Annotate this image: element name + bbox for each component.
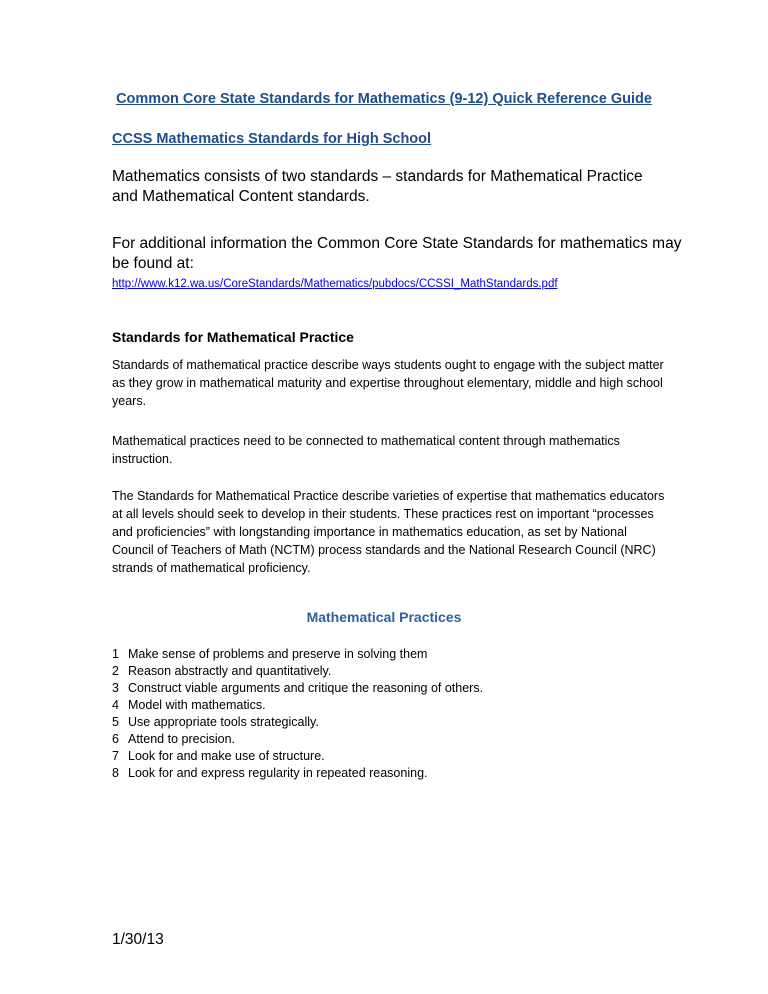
list-item — [112, 646, 483, 663]
item-text: Look for and make use of structure. — [128, 749, 325, 763]
item-text: Use appropriate tools strategically. — [128, 715, 319, 729]
intro-paragraph: Mathematics consists of two standards – standards for Mathematical Practice and Mathematical Content standards. — [112, 168, 643, 205]
practice-paragraph: Mathematical practices need to be connected to mathematical content through mathematics instruction. — [112, 434, 620, 466]
document-subtitle: CCSS Mathematics Standards for High School — [112, 131, 432, 147]
item-number: 3 — [112, 681, 119, 695]
item-text: Look for and express regularity in repeated reasoning. — [128, 766, 428, 780]
list-item — [112, 663, 483, 680]
item-text: Reason abstractly and quantitatively. — [128, 664, 332, 678]
practice-paragraph: The Standards for Mathematical Practice describe varieties of expertise that mathematics educators at all levels should seek to develop in their students. These practices rest on important “processes and proficiencies” with longstanding importance in mathematics education, as set by National Council of Teachers of Math (NCTM) process standards and the National Research Council (NRC) strands of mathematical proficiency. — [112, 489, 665, 575]
item-text: Model with mathematics. — [128, 698, 266, 712]
standards-pdf-link[interactable]: http://www.k12.wa.us/CoreStandards/Mathematics/pubdocs/CCSSI_MathStandards.pdf — [112, 278, 558, 290]
practices-list — [112, 646, 483, 782]
practice-paragraph: Standards of mathematical practice describe ways students ought to engage with the subject matter as they grow in mathematical maturity and expertise throughout elementary, middle and high school years. — [112, 358, 664, 408]
practice-section-heading: Standards for Mathematical Practice — [112, 329, 354, 345]
item-number: 7 — [112, 749, 119, 763]
practices-heading: Mathematical Practices — [306, 609, 462, 625]
item-text: Attend to precision. — [128, 732, 236, 746]
item-number: 5 — [112, 715, 119, 729]
info-paragraph — [112, 234, 692, 294]
list-item — [112, 765, 483, 782]
document-title: Common Core State Standards for Mathematics (9-12) Quick Reference Guide — [116, 91, 652, 107]
list-item — [112, 748, 483, 765]
list-item — [112, 680, 483, 697]
item-text: Construct viable arguments and critique the reasoning of others. — [128, 681, 484, 695]
item-text: Make sense of problems and preserve in solving them — [128, 647, 428, 661]
list-item — [112, 731, 483, 748]
footer-date: 1/30/13 — [112, 931, 164, 948]
item-number: 2 — [112, 664, 119, 678]
list-item — [112, 714, 483, 731]
item-number: 8 — [112, 766, 119, 780]
item-number: 4 — [112, 698, 119, 712]
item-number: 6 — [112, 732, 119, 746]
item-number: 1 — [112, 647, 119, 661]
info-text: For additional information the Common Core State Standards for mathematics may be found at: — [112, 235, 682, 272]
list-item — [112, 697, 483, 714]
